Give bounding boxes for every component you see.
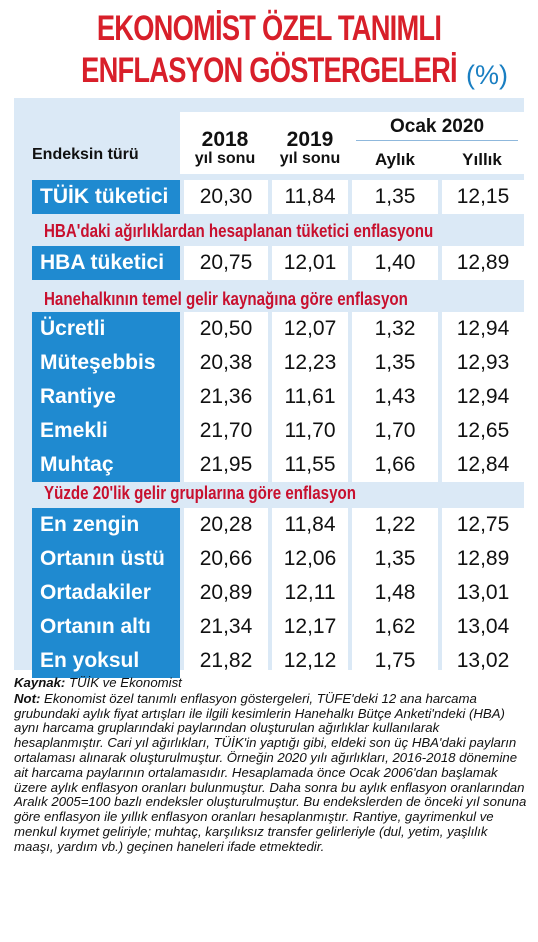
title-line-2: ENFLASYON GÖSTERGELERİ [81,51,457,90]
cell-yearly: 13,04 [442,610,524,644]
cell-monthly: 1,48 [352,576,438,610]
header-2019-bottom: yıl sonu [279,150,341,167]
cell-monthly: 1,32 [352,312,438,346]
header-yearly: Yıllık [462,150,502,169]
cell-yearly: 12,94 [442,312,524,346]
header-label-col: Endeksin türü [32,146,139,163]
row-label: Müteşebbis [32,346,180,380]
header-monthly: Aylık [374,150,415,169]
row-label: Ücretli [32,312,180,346]
note-label: Not: [14,690,41,706]
cell-monthly: 1,35 [352,180,438,214]
cell-monthly: 1,66 [352,448,438,482]
note-text: Ekonomist özel tanımlı enflasyon göstergeleri, TÜFE'deki 12 ana harcama grubundaki aylık fiyat artışları ile ilgili kesimlerin Hanehalkı Bütçe Anketi'ndeki (HBA) aynı harcama gruplarındaki paylarından oluşturulan ağırlıklar kullanılarak hesaplanmıştır. Cari yıl ağırlıkları, TÜİK'in yaptığı gibi, eldeki son üç HBA'daki payların ortalaması alınarak oluşturulmuştur. Örneğin 2020 yılı ağırlıkları, 2016-2018 dönemine ait harcama paylarının ortalamasıdır. Hesaplamada önce Ocak 2006'dan başlamak üzere aylık enflasyon oranları bulunmuştur. Daha sonra bu aylık enflasyon oranlarından Aralık 2005=100 bazlı endeksler oluşturulmuştur. Bu endekslerden de önceki yıl sonuna göre enflasyon ile yıllık enflasyon oranları hesaplanmıştır. Rantiye, gayrimenkul ve menkul kıymet geliriyle; muhtaç, karşılıksız transfer gelirleriyle (dul, yetim, yaşlılık maaşı, yardım vb.) geçinen haneleri ifade etmektedir. [14,690,527,854]
row-label: Emekli [32,414,180,448]
cell-2019: 11,70 [272,414,348,448]
cell-2019: 11,61 [272,380,348,414]
cell-2019: 12,17 [272,610,348,644]
cell-monthly: 1,62 [352,610,438,644]
source-text: TÜİK ve Ekonomist [65,675,182,690]
cell-monthly: 1,43 [352,380,438,414]
cell-2018: 20,75 [184,246,268,280]
cell-2019: 12,11 [272,576,348,610]
cell-2018: 21,36 [184,380,268,414]
cell-monthly: 1,35 [352,346,438,380]
row-label: Ortanın altı [32,610,180,644]
cell-monthly: 1,70 [352,414,438,448]
cell-yearly: 12,89 [442,542,524,576]
cell-yearly: 12,65 [442,414,524,448]
cell-yearly: 12,93 [442,346,524,380]
cell-2018: 20,89 [184,576,268,610]
header-2018-top: 2018 [201,128,249,151]
cell-monthly: 1,40 [352,246,438,280]
cell-yearly: 12,89 [442,246,524,280]
section-income-group: Yüzde 20'lik gelir gruplarına göre enflasyon [44,483,356,503]
cell-2019: 12,01 [272,246,348,280]
section-hba: HBA'daki ağırlıklardan hesaplanan tüketici enflasyonu [44,221,434,241]
cell-2019: 12,07 [272,312,348,346]
cell-2018: 21,82 [184,644,268,678]
section-income-source: Hanehalkının temel gelir kaynağına göre enflasyon [44,289,408,309]
cell-2018: 20,28 [184,508,268,542]
cell-monthly: 1,22 [352,508,438,542]
cell-2018: 21,95 [184,448,268,482]
cell-2019: 11,55 [272,448,348,482]
source-label: Kaynak: [14,675,66,690]
title-line-1: EKONOMİST ÖZEL TANIMLI [96,9,442,48]
cell-2018: 20,38 [184,346,268,380]
header-2018-bottom: yıl sonu [194,150,256,167]
cell-yearly: 12,75 [442,508,524,542]
row-label: Muhtaç [32,448,180,482]
cell-monthly: 1,35 [352,542,438,576]
row-label: Ortadakiler [32,576,180,610]
row-label: Ortanın üstü [32,542,180,576]
cell-2018: 21,34 [184,610,268,644]
cell-monthly: 1,75 [352,644,438,678]
cell-2018: 20,50 [184,312,268,346]
cell-yearly: 12,15 [442,180,524,214]
cell-2019: 12,06 [272,542,348,576]
cell-2019: 12,23 [272,346,348,380]
row-label: TÜİK tüketici [32,180,180,214]
cell-2019: 11,84 [272,180,348,214]
cell-2019: 11,84 [272,508,348,542]
cell-2018: 21,70 [184,414,268,448]
cell-2019: 12,12 [272,644,348,678]
row-label: En zengin [32,508,180,542]
header-group: Ocak 2020 [389,116,485,137]
header-group-divider [356,140,518,141]
cell-2018: 20,66 [184,542,268,576]
row-label: En yoksul [32,644,180,678]
cell-yearly: 13,01 [442,576,524,610]
header-2019-top: 2019 [286,128,334,151]
notes-block [14,676,529,855]
row-label: HBA tüketici [32,246,180,280]
note-paragraph [14,692,529,855]
cell-2018: 20,30 [184,180,268,214]
cell-yearly: 12,94 [442,380,524,414]
table-panel [14,98,524,670]
cell-yearly: 13,02 [442,644,524,678]
source-line [14,676,529,691]
row-label: Rantiye [32,380,180,414]
unit-label: (%) [466,60,508,90]
cell-yearly: 12,84 [442,448,524,482]
